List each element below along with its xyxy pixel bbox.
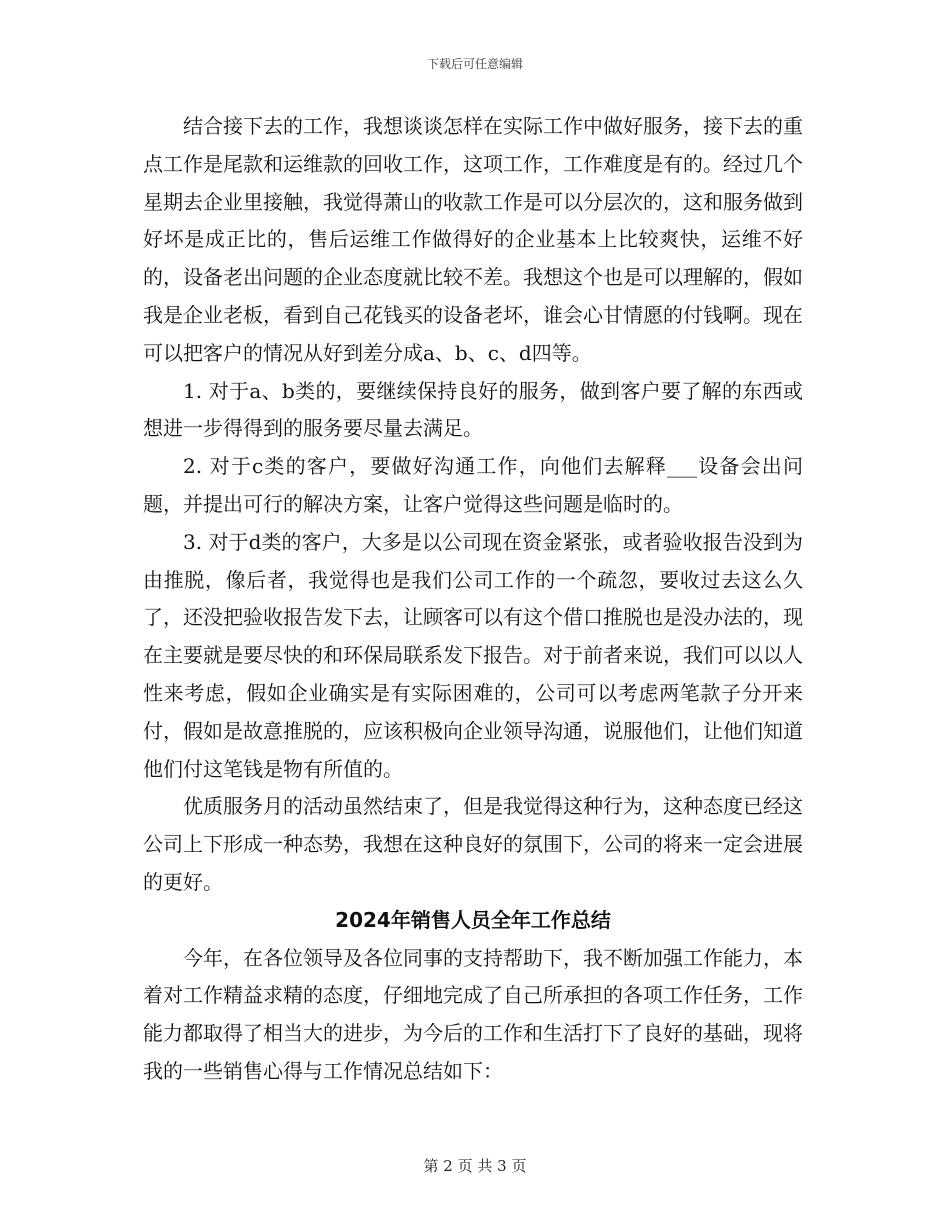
paragraph-summary-intro: 今年，在各位领导及各位同事的支持帮助下，我不断加强工作能力，本着对工作精益求精的态度，仔细地完成了自己所承担的各项工作任务，工作能力都取得了相当大的进步，为今后的工作和生活打下了良好的基础，现将我的一些销售心得与工作情况总结如下：: [143, 945, 803, 1083]
page-header: 下载后可任意编辑: [426, 57, 523, 71]
paragraph-item-1: 1. 对于a、b类的，要继续保持良好的服务，做到客户要了解的东西或想进一步得得到的服务要尽量去满足。: [143, 378, 803, 441]
paragraph-item-3: 3. 对于d类的客户，大多是以公司现在资金紧张，或者验收报告没到为由推脱，像后者，我觉得也是我们公司工作的一个疏忽，要收过去这么久了，还没把验收报告发下去，让顾客可以有这个借口推脱也是没办法的，现在主要就是要尽快的和环保局联系发下报告。对于前者来说，我们可以以人性来考虑，假如企业确实是有实际困难的，公司可以考虑两笔款子分开来付，假如是故意推脱的，应该积极向企业领导沟通，说服他们，让他们知道他们付这笔钱是物有所值的。: [143, 529, 803, 781]
paragraph-service-plan: 结合接下去的工作，我想谈谈怎样在实际工作中做好服务，接下去的重点工作是尾款和运维款的回收工作，这项工作，工作难度是有的。经过几个星期去企业里接触，我觉得萧山的收款工作是可以分层次的，这和服务做到好坏是成正比的，售后运维工作做得好的企业基本上比较爽快，运维不好的，设备老出问题的企业态度就比较不差。我想这个也是可以理解的，假如我是企业老板，看到自己花钱买的设备老坏，谁会心甘情愿的付钱啊。现在可以把客户的情况从好到差分成a、b、c、d四等。: [143, 114, 803, 365]
paragraph-item-2: 2. 对于c类的客户，要做好沟通工作，向他们去解释___设备会出问题，并提出可行的解决方案，让客户觉得这些问题是临时的。: [143, 454, 803, 516]
paragraph-conclusion: 优质服务月的活动虽然结束了，但是我觉得这种行为，这种态度已经这公司上下形成一种态势，我想在这种良好的氛围下，公司的将来一定会进展的更好。: [143, 794, 803, 894]
document-body: [143, 108, 803, 1091]
page-footer: 第 2 页 共 3 页: [423, 1157, 527, 1175]
section-title: 2024年销售人员全年工作总结: [335, 907, 611, 932]
